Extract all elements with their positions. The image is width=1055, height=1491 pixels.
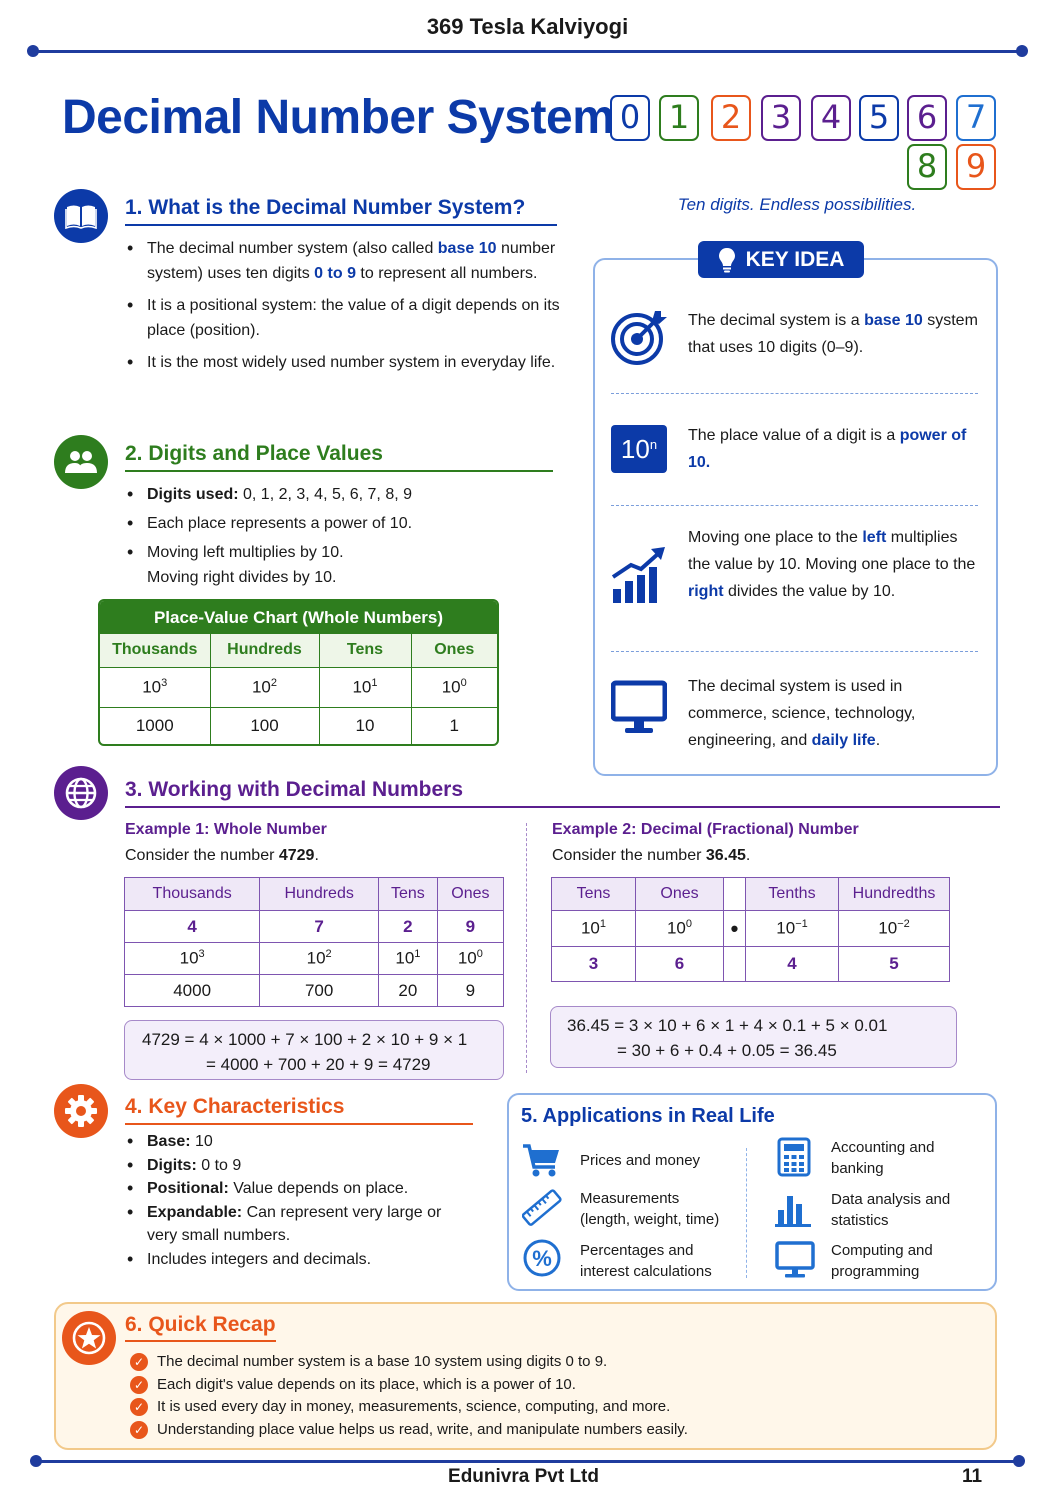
target-icon (611, 307, 669, 365)
section-1-bullet-3: • It is the most widely used number system in everyday life. (125, 350, 565, 375)
example-1-eq-line-1: 4729 = 4 × 1000 + 7 × 100 + 2 × 10 + 9 × 1 (142, 1030, 468, 1049)
example-2-title: Example 2: Decimal (Fractional) Number (552, 821, 859, 838)
place-value-table (100, 634, 497, 744)
ex1-digit: 2 (379, 911, 438, 943)
section-2-bullet-1: • Digits used: 0, 1, 2, 3, 4, 5, 6, 7, 8, 9 (125, 482, 565, 507)
recap-item: ✓ The decimal number system is a base 10 system using digits 0 to 9. (130, 1351, 960, 1374)
recap-list (130, 1351, 960, 1441)
ex2-digit: 5 (839, 947, 950, 982)
digit-box: 1 (659, 95, 699, 141)
key-idea-item-3: Moving one place to the left multiplies the value by 10. Moving one place to the right divides the value by 10. (688, 529, 976, 600)
example-2-eq-line-2: = 30 + 6 + 0.4 + 0.05 = 36.45 (617, 1041, 837, 1060)
ex1-digit: 9 (437, 911, 503, 943)
page-title: Decimal Number System (62, 91, 615, 144)
place-value-chart (98, 599, 499, 746)
application-item: Accounting and banking (831, 1139, 935, 1177)
section-4-bullet: • Positional: Value depends on place. (125, 1177, 445, 1201)
section-6-heading: 6. Quick Recap (125, 1313, 276, 1342)
ex2-power: $10^0$ (636, 911, 724, 947)
page-number: 11 (962, 1466, 983, 1487)
section-4-bullet: • Digits: 0 to 9 (125, 1154, 445, 1178)
example-2-expansion (550, 1006, 957, 1068)
section-4-bullet: • Expandable: Can represent very large or very small numbers. (125, 1201, 445, 1248)
pv-value: 10 (319, 707, 411, 744)
key-idea-label: KEY IDEA (745, 247, 845, 271)
check-icon: ✓ (130, 1353, 148, 1371)
ex1-header: Ones (437, 878, 503, 911)
section-2-badge (54, 435, 108, 489)
pv-header: Ones (411, 634, 497, 667)
ex1-value: 700 (260, 975, 379, 1007)
shopping-cart-icon (522, 1143, 562, 1179)
section-4-bullets (125, 1130, 445, 1271)
application-item: Measurements (length, weight, time) (580, 1190, 720, 1228)
key-idea-item-2: The place value of a digit is a power of 10. (688, 427, 967, 471)
ex1-power: $10^2$ (260, 943, 379, 975)
ex1-header: Hundreds (260, 878, 379, 911)
ex1-value: 4000 (125, 975, 260, 1007)
ex2-header: Tenths (746, 878, 839, 911)
digit-box: 0 (610, 95, 650, 141)
section-6-badge (62, 1311, 116, 1365)
footer-rule (36, 1460, 1018, 1463)
open-book-icon (65, 203, 97, 229)
example-2-table (551, 877, 950, 982)
key-idea-item-1: The decimal system is a base 10 system that uses 10 digits (0–9). (688, 312, 978, 356)
percent-icon (522, 1238, 562, 1278)
ex2-header: Ones (636, 878, 724, 911)
application-item: Data analysis and statistics (831, 1191, 951, 1229)
key-idea-item-4: The decimal system is used in commerce, science, technology, engineering, and daily life. (688, 678, 916, 749)
section-3-badge (54, 766, 108, 820)
ex2-header: Tens (552, 878, 636, 911)
section-2-heading: 2. Digits and Place Values (125, 442, 553, 472)
globe-icon (64, 776, 98, 810)
digit-box: 9 (956, 144, 996, 190)
pv-header: Thousands (100, 634, 210, 667)
recap-item: ✓ Understanding place value helps us read, write, and manipulate numbers easily. (130, 1419, 960, 1442)
tagline: Ten digits. Endless possibilities. (677, 195, 917, 214)
example-divider (526, 823, 527, 1073)
ex1-value: 20 (379, 975, 438, 1007)
section-1-bullets (125, 236, 565, 382)
digit-box: 3 (761, 95, 801, 141)
digit-box: 8 (907, 144, 947, 190)
header-rule (33, 50, 1021, 53)
section-4-badge (54, 1084, 108, 1138)
group-icon (64, 449, 98, 475)
section-3-heading: 3. Working with Decimal Numbers (125, 778, 1000, 808)
example-2-intro: Consider the number 36.45. (552, 847, 751, 864)
section-1-bullet-1: • The decimal number system (also called base 10 number system) uses ten digits 0 to 9 to represent all numbers. (125, 236, 565, 286)
section-1-heading: 1. What is the Decimal Number System? (125, 196, 557, 226)
check-icon: ✓ (130, 1421, 148, 1439)
digit-box: 6 (907, 95, 947, 141)
ex1-value: 9 (437, 975, 503, 1007)
check-icon: ✓ (130, 1376, 148, 1394)
key-idea-divider (611, 505, 978, 506)
ex1-digit: 7 (260, 911, 379, 943)
ex2-power: $10^{-1}$ (746, 911, 839, 947)
digit-box: 2 (711, 95, 751, 141)
recap-item: ✓ Each digit's value depends on its place, which is a power of 10. (130, 1374, 960, 1397)
digit-box: 7 (956, 95, 996, 141)
monitor-icon (611, 680, 667, 736)
ex1-power: $10^3$ (125, 943, 260, 975)
recap-item: ✓ It is used every day in money, measurements, science, computing, and more. (130, 1396, 960, 1419)
ex2-digit: 6 (636, 947, 724, 982)
bar-chart-icon (775, 1192, 811, 1228)
gear-icon (64, 1094, 98, 1128)
decimal-point-icon: • (724, 911, 746, 947)
section-1-badge (54, 189, 108, 243)
header-rule-dot-right (1016, 45, 1028, 57)
power-ten-icon: 10 n (611, 425, 667, 473)
pv-value: 1000 (100, 707, 210, 744)
check-icon: ✓ (130, 1398, 148, 1416)
pv-power: $10^1$ (319, 667, 411, 707)
star-icon (72, 1321, 106, 1355)
ex1-header: Thousands (125, 878, 260, 911)
ex2-digit: 4 (746, 947, 839, 982)
ex2-power: $10^1$ (552, 911, 636, 947)
ex1-header: Tens (379, 878, 438, 911)
pv-header: Hundreds (210, 634, 319, 667)
pv-power: $10^0$ (411, 667, 497, 707)
key-idea-divider (611, 393, 978, 394)
ex2-header: Hundredths (839, 878, 950, 911)
application-item: Computing and programming (831, 1242, 933, 1280)
application-item: Prices and money (580, 1152, 701, 1169)
svg-text:%: % (532, 1246, 552, 1271)
section-2-bullet-3: • Moving left multiplies by 10. Moving right divides by 10. (125, 540, 565, 590)
digit-box: 4 (811, 95, 851, 141)
ex2-decimal-point-cell (724, 878, 746, 911)
section-1-bullet-2: • It is a positional system: the value of a digit depends on its place (position). (125, 293, 565, 343)
ex1-power: $10^0$ (437, 943, 503, 975)
lightbulb-icon (718, 247, 736, 273)
ex2-digit: 3 (552, 947, 636, 982)
section-4-heading: 4. Key Characteristics (125, 1095, 473, 1125)
section-5-heading: 5. Applications in Real Life (521, 1105, 775, 1127)
pv-power: $10^3$ (100, 667, 210, 707)
ex1-digit: 4 (125, 911, 260, 943)
ex2-decimal-point-cell (724, 947, 746, 982)
calculator-icon (777, 1137, 811, 1177)
footer-company: Edunivra Pvt Ltd (448, 1466, 599, 1487)
example-1-table (124, 877, 504, 1007)
digit-box: 5 (859, 95, 899, 141)
application-item: Percentages and interest calculations (580, 1242, 712, 1280)
example-1-expansion (124, 1020, 504, 1080)
header-title: 369 Tesla Kalviyogi (426, 14, 629, 39)
pv-value: 1 (449, 715, 459, 735)
key-idea-badge (698, 241, 864, 278)
ex2-power: $10^{-2}$ (839, 911, 950, 947)
section-4-bullet: • Base: 10 (125, 1130, 445, 1154)
growth-chart-icon (611, 545, 667, 605)
place-value-chart-title: Place-Value Chart (Whole Numbers) (100, 601, 497, 634)
ex1-power: $10^1$ (379, 943, 438, 975)
pv-power: $10^2$ (210, 667, 319, 707)
section-2-bullets (125, 482, 565, 597)
key-idea-divider (611, 651, 978, 652)
pv-header: Tens (319, 634, 411, 667)
ruler-icon (522, 1188, 562, 1228)
example-1-title: Example 1: Whole Number (125, 821, 327, 838)
pv-value: 100 (210, 707, 319, 744)
monitor-icon (775, 1241, 815, 1279)
section-2-bullet-2: • Each place represents a power of 10. (125, 511, 565, 536)
example-1-eq-line-2: = 4000 + 700 + 20 + 9 = 4729 (206, 1055, 431, 1074)
section-4-bullet: • Includes integers and decimals. (125, 1248, 445, 1272)
example-2-eq-line-1: 36.45 = 3 × 10 + 6 × 1 + 4 × 0.1 + 5 × 0.01 (567, 1016, 888, 1035)
example-1-intro: Consider the number 4729. (125, 847, 319, 864)
applications-divider (746, 1148, 747, 1278)
